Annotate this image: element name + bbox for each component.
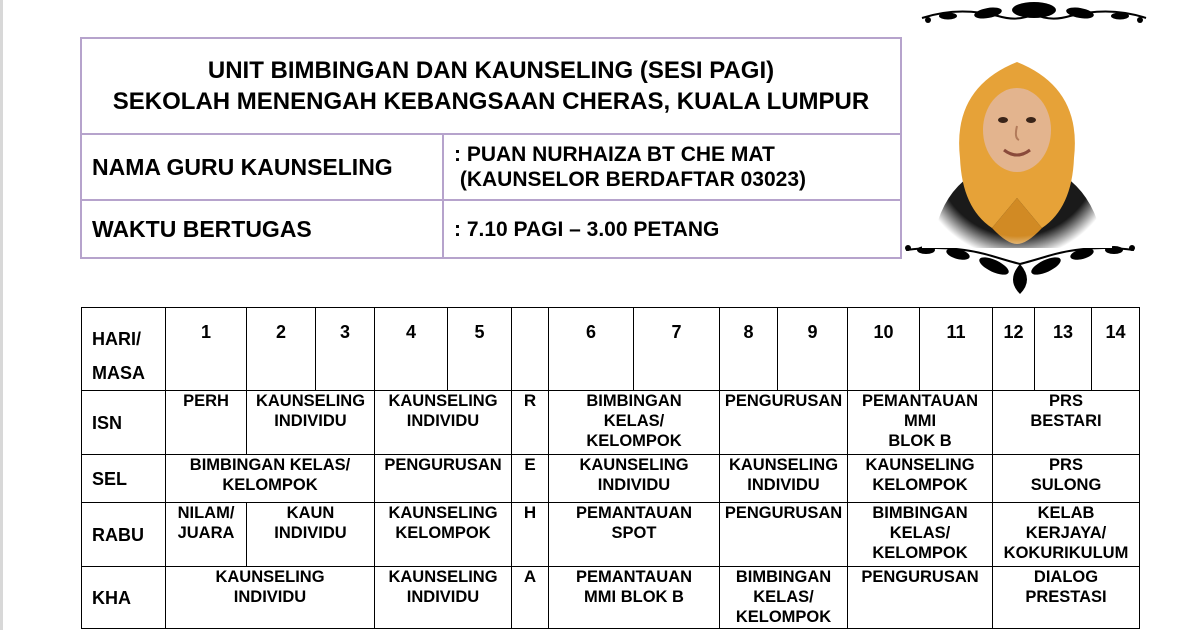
teacher-name: : PUAN NURHAIZA BT CHE MAT <box>454 143 775 166</box>
period-header: 10 <box>848 308 920 391</box>
activity-cell <box>720 567 848 629</box>
activity-cell <box>549 455 720 503</box>
activity-cell <box>247 391 375 455</box>
activity-label: PEMANTAUAN MMI BLOK B <box>861 392 979 450</box>
day-label: ISN <box>82 391 166 455</box>
activity-cell <box>993 391 1140 455</box>
activity-label: KELAB KERJAYA/ KOKURIKULUM <box>1003 504 1129 562</box>
activity-cell <box>848 455 993 503</box>
period-header: 2 <box>247 308 316 391</box>
ornament-flourish-bottom-icon <box>902 240 1138 296</box>
period-header: 11 <box>920 308 993 391</box>
duty-timetable <box>81 307 1140 629</box>
counselor-photo <box>922 48 1112 248</box>
hours-value: : 7.10 PAGI – 3.00 PETANG <box>454 217 720 241</box>
period-header: 12 <box>993 308 1035 391</box>
timetable-row <box>82 455 1140 503</box>
day-label: RABU <box>82 503 166 567</box>
period-header: 3 <box>316 308 375 391</box>
activity-label: R <box>523 391 537 410</box>
teacher-label: NAMA GURU KAUNSELING <box>82 135 444 199</box>
activity-cell <box>848 391 993 455</box>
teacher-registration: (KAUNSELOR BERDAFTAR 03023) <box>454 168 806 191</box>
activity-label: BIMBINGAN KELAS/ KELOMPOK <box>586 392 682 450</box>
activity-label: KAUNSELING KELOMPOK <box>388 504 498 542</box>
period-header: 9 <box>778 308 848 391</box>
activity-cell <box>848 503 993 567</box>
activity-label: KAUN INDIVIDU <box>274 504 347 542</box>
activity-cell <box>375 391 512 455</box>
teacher-row <box>82 135 900 201</box>
period-header: 7 <box>634 308 720 391</box>
activity-label: KAUNSELING INDIVIDU <box>579 456 689 494</box>
activity-cell <box>549 503 720 567</box>
activity-label: H <box>523 503 537 522</box>
activity-cell <box>166 503 247 567</box>
hours-row <box>82 201 900 257</box>
activity-label: PENGURUSAN <box>861 568 979 586</box>
unit-title-line1: UNIT BIMBINGAN DAN KAUNSELING (SESI PAGI) <box>207 57 775 84</box>
ornament-flourish-top-icon <box>918 0 1150 28</box>
activity-cell <box>375 503 512 567</box>
timetable-row <box>82 391 1140 455</box>
activity-cell <box>549 391 720 455</box>
page-left-edge <box>0 0 3 630</box>
day-period-corner-label: HARI/ MASA <box>82 308 166 391</box>
activity-cell <box>375 567 512 629</box>
activity-label: KAUNSELING INDIVIDU <box>215 568 325 606</box>
activity-label: PEMANTAUAN SPOT <box>575 504 693 542</box>
header-info-box <box>80 37 902 259</box>
day-label: KHA <box>82 567 166 629</box>
activity-label: PENGURUSAN <box>724 392 843 410</box>
period-header: 5 <box>448 308 512 391</box>
activity-cell <box>993 455 1140 503</box>
hours-label: WAKTU BERTUGAS <box>82 201 444 257</box>
period-header: 13 <box>1035 308 1092 391</box>
day-label: SEL <box>82 455 166 503</box>
activity-label: NILAM/ JUARA <box>177 504 235 542</box>
period-header: 8 <box>720 308 778 391</box>
timetable-row <box>82 567 1140 629</box>
activity-label: BIMBINGAN KELAS/ KELOMPOK <box>189 456 351 494</box>
activity-cell <box>848 567 993 629</box>
unit-title <box>82 39 900 135</box>
break-letter-cell <box>512 503 549 567</box>
activity-cell <box>247 503 375 567</box>
period-header: 14 <box>1092 308 1140 391</box>
activity-label: PEMANTAUAN MMI BLOK B <box>575 568 693 606</box>
activity-label: PENGURUSAN <box>724 504 843 522</box>
activity-cell <box>993 567 1140 629</box>
activity-label: KAUNSELING INDIVIDU <box>388 392 498 430</box>
timetable-header-row <box>82 308 1140 391</box>
activity-label: PRS BESTARI <box>1030 392 1102 430</box>
activity-label: E <box>524 455 536 474</box>
activity-cell <box>166 567 375 629</box>
activity-cell <box>993 503 1140 567</box>
period-header: 6 <box>549 308 634 391</box>
school-name: SEKOLAH MENENGAH KEBANGSAAN CHERAS, KUALA LUMPUR <box>112 88 870 115</box>
activity-label: KAUNSELING KELOMPOK <box>865 456 975 494</box>
activity-cell <box>375 455 512 503</box>
activity-cell <box>720 391 848 455</box>
activity-label: KAUNSELING INDIVIDU <box>388 568 498 606</box>
activity-label: PRS SULONG <box>1030 456 1102 494</box>
activity-cell <box>720 455 848 503</box>
period-header: 4 <box>375 308 448 391</box>
break-letter-cell <box>512 567 549 629</box>
break-letter-cell <box>512 391 549 455</box>
activity-label: PENGURUSAN <box>384 456 502 474</box>
activity-label: KAUNSELING INDIVIDU <box>728 456 839 494</box>
timetable-row <box>82 503 1140 567</box>
activity-label: KAUNSELING INDIVIDU <box>255 392 366 430</box>
activity-cell <box>166 391 247 455</box>
activity-cell <box>549 567 720 629</box>
activity-label: DIALOG PRESTASI <box>1025 568 1107 606</box>
break-letter-cell <box>512 455 549 503</box>
activity-cell <box>720 503 848 567</box>
activity-label: PERH <box>183 392 229 410</box>
activity-cell <box>166 455 375 503</box>
activity-label: BIMBINGAN KELAS/ KELOMPOK <box>735 568 832 626</box>
activity-label: BIMBINGAN KELAS/ KELOMPOK <box>872 504 968 562</box>
period-header <box>512 308 549 391</box>
activity-label: A <box>523 567 537 586</box>
period-header: 1 <box>166 308 247 391</box>
teacher-value <box>444 135 900 199</box>
